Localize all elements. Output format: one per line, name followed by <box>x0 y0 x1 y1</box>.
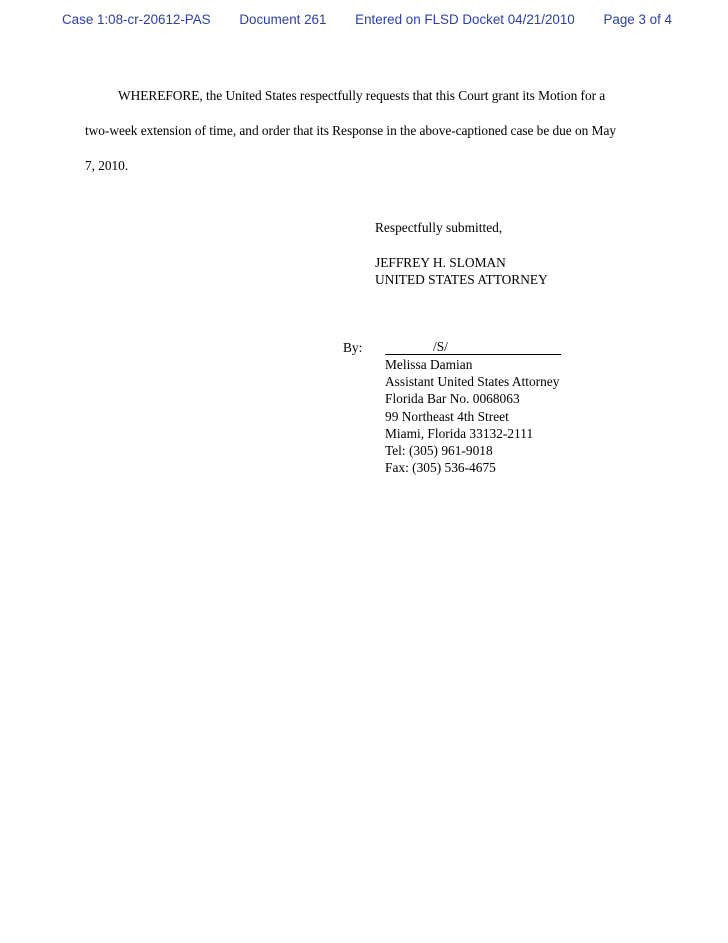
attorney-name: JEFFREY H. SLOMAN <box>375 255 506 270</box>
document-number: Document 261 <box>239 12 327 27</box>
bar-number: Florida Bar No. 0068063 <box>385 391 520 407</box>
case-number: Case 1:08-cr-20612-PAS <box>62 12 211 27</box>
docket-header <box>62 12 672 27</box>
body-paragraph-line-1: WHEREFORE, the United States respectfully requests that this Court grant its Motion for a <box>118 88 606 103</box>
closing-text: Respectfully submitted, <box>375 220 503 235</box>
signer-name: Melissa Damian <box>385 357 473 372</box>
city-state-zip: Miami, Florida 33132-2111 <box>385 425 534 441</box>
page-indicator: Page 3 of 4 <box>603 12 672 27</box>
body-paragraph-line-3: 7, 2010. <box>85 158 129 173</box>
body-paragraph-line-2: two-week extension of time, and order that its Response in the above-captioned case be due on May <box>85 123 616 138</box>
telephone: Tel: (305) 961-9018 <box>385 442 493 458</box>
signature-line <box>385 339 561 355</box>
by-label: By: <box>343 340 363 355</box>
signer-block <box>385 356 559 476</box>
docket-entry: Entered on FLSD Docket 04/21/2010 <box>355 12 575 27</box>
fax: Fax: (305) 536-4675 <box>385 460 496 476</box>
attorney-office: UNITED STATES ATTORNEY <box>375 272 548 287</box>
signer-title: Assistant United States Attorney <box>385 374 560 390</box>
signature-mark: /S/ <box>433 339 448 354</box>
street-address: 99 Northeast 4th Street <box>385 408 509 424</box>
